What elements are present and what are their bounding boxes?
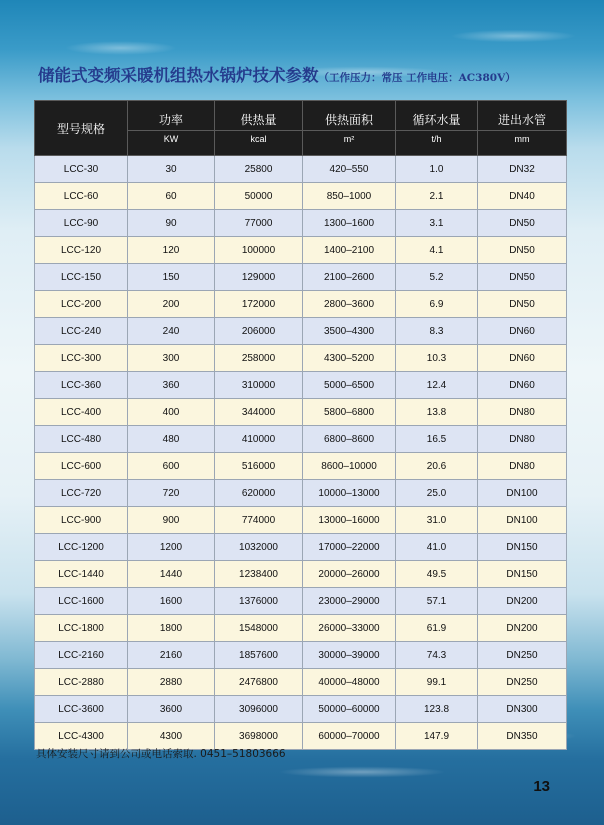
cell-model: LCC-1600 — [35, 588, 128, 615]
cell-power: 150 — [128, 264, 215, 291]
cell-flow: 8.3 — [396, 318, 478, 345]
header-model: 型号规格 — [35, 101, 128, 156]
title-main: 储能式变频采暖机组热水锅炉技术参数 — [38, 66, 319, 85]
cell-power: 600 — [128, 453, 215, 480]
table-row — [35, 426, 567, 453]
cell-flow: 2.1 — [396, 183, 478, 210]
table-row — [35, 210, 567, 237]
cell-flow: 12.4 — [396, 372, 478, 399]
cell-flow: 10.3 — [396, 345, 478, 372]
cell-flow: 49.5 — [396, 561, 478, 588]
cell-flow: 16.5 — [396, 426, 478, 453]
cell-power: 1200 — [128, 534, 215, 561]
cell-flow: 61.9 — [396, 615, 478, 642]
table-row — [35, 534, 567, 561]
cell-heat-output: 410000 — [215, 426, 303, 453]
cell-pipe: DN150 — [478, 534, 567, 561]
header-heating-area: 供热面积 — [303, 101, 396, 131]
cell-pipe: DN100 — [478, 507, 567, 534]
cell-model: LCC-600 — [35, 453, 128, 480]
header-pipe: 进出水管 — [478, 101, 567, 131]
cell-power: 30 — [128, 156, 215, 183]
cell-heat-output: 1238400 — [215, 561, 303, 588]
cell-heating-area: 26000–33000 — [303, 615, 396, 642]
cell-pipe: DN50 — [478, 237, 567, 264]
cell-heating-area: 2100–2600 — [303, 264, 396, 291]
cell-heating-area: 5000–6500 — [303, 372, 396, 399]
cell-power: 1600 — [128, 588, 215, 615]
cell-heat-output: 258000 — [215, 345, 303, 372]
cell-heating-area: 3500–4300 — [303, 318, 396, 345]
cell-power: 900 — [128, 507, 215, 534]
cell-model: LCC-2160 — [35, 642, 128, 669]
cell-model: LCC-150 — [35, 264, 128, 291]
cell-heat-output: 77000 — [215, 210, 303, 237]
cell-heat-output: 1032000 — [215, 534, 303, 561]
cell-power: 4300 — [128, 723, 215, 750]
cell-model: LCC-480 — [35, 426, 128, 453]
cell-model: LCC-60 — [35, 183, 128, 210]
cell-power: 2160 — [128, 642, 215, 669]
table-row — [35, 561, 567, 588]
cell-flow: 5.2 — [396, 264, 478, 291]
cell-model: LCC-30 — [35, 156, 128, 183]
cell-model: LCC-360 — [35, 372, 128, 399]
cell-heating-area: 13000–16000 — [303, 507, 396, 534]
cell-pipe: DN50 — [478, 291, 567, 318]
cell-model: LCC-720 — [35, 480, 128, 507]
cell-heating-area: 60000–70000 — [303, 723, 396, 750]
cell-pipe: DN80 — [478, 426, 567, 453]
cell-flow: 57.1 — [396, 588, 478, 615]
cell-model: LCC-90 — [35, 210, 128, 237]
table-row — [35, 372, 567, 399]
title-subtitle: （工作压力：常压 工作电压：AC380V） — [318, 72, 516, 84]
cell-heating-area: 1400–2100 — [303, 237, 396, 264]
cell-model: LCC-4300 — [35, 723, 128, 750]
cell-flow: 13.8 — [396, 399, 478, 426]
cell-heat-output: 1857600 — [215, 642, 303, 669]
cell-power: 90 — [128, 210, 215, 237]
table-row — [35, 183, 567, 210]
unit-pipe: mm — [478, 131, 567, 156]
table-row — [35, 291, 567, 318]
cell-model: LCC-240 — [35, 318, 128, 345]
cell-flow: 1.0 — [396, 156, 478, 183]
cell-pipe: DN100 — [478, 480, 567, 507]
cell-power: 2880 — [128, 669, 215, 696]
cell-heating-area: 1300–1600 — [303, 210, 396, 237]
cell-heat-output: 2476800 — [215, 669, 303, 696]
unit-flow: t/h — [396, 131, 478, 156]
unit-heat-output: kcal — [215, 131, 303, 156]
cell-flow: 41.0 — [396, 534, 478, 561]
cell-model: LCC-3600 — [35, 696, 128, 723]
cell-heat-output: 1548000 — [215, 615, 303, 642]
table-row — [35, 588, 567, 615]
cell-heating-area: 6800–8600 — [303, 426, 396, 453]
unit-power: KW — [128, 131, 215, 156]
cell-pipe: DN40 — [478, 183, 567, 210]
cell-flow: 123.8 — [396, 696, 478, 723]
cell-model: LCC-200 — [35, 291, 128, 318]
cell-heating-area: 40000–48000 — [303, 669, 396, 696]
cell-heating-area: 2800–3600 — [303, 291, 396, 318]
cell-heating-area: 17000–22000 — [303, 534, 396, 561]
cell-pipe: DN80 — [478, 399, 567, 426]
cell-heat-output: 100000 — [215, 237, 303, 264]
cell-power: 720 — [128, 480, 215, 507]
table-row — [35, 642, 567, 669]
cell-power: 300 — [128, 345, 215, 372]
cell-power: 200 — [128, 291, 215, 318]
cell-heat-output: 25800 — [215, 156, 303, 183]
cell-heat-output: 172000 — [215, 291, 303, 318]
cell-power: 240 — [128, 318, 215, 345]
cell-heating-area: 8600–10000 — [303, 453, 396, 480]
cell-power: 1800 — [128, 615, 215, 642]
cell-pipe: DN50 — [478, 264, 567, 291]
cell-heat-output: 344000 — [215, 399, 303, 426]
table-row — [35, 615, 567, 642]
cell-pipe: DN150 — [478, 561, 567, 588]
cell-heating-area: 20000–26000 — [303, 561, 396, 588]
header-flow: 循环水量 — [396, 101, 478, 131]
page-title — [38, 62, 578, 86]
cell-model: LCC-1440 — [35, 561, 128, 588]
table-row — [35, 156, 567, 183]
spec-table-body — [35, 156, 567, 750]
cell-pipe: DN60 — [478, 372, 567, 399]
cell-pipe: DN200 — [478, 588, 567, 615]
cell-heat-output: 310000 — [215, 372, 303, 399]
cell-power: 480 — [128, 426, 215, 453]
table-row — [35, 669, 567, 696]
cell-heat-output: 3698000 — [215, 723, 303, 750]
cell-model: LCC-1200 — [35, 534, 128, 561]
cell-pipe: DN350 — [478, 723, 567, 750]
cell-pipe: DN300 — [478, 696, 567, 723]
cell-flow: 147.9 — [396, 723, 478, 750]
cell-flow: 31.0 — [396, 507, 478, 534]
cell-heat-output: 3096000 — [215, 696, 303, 723]
table-row — [35, 345, 567, 372]
cell-power: 60 — [128, 183, 215, 210]
table-row — [35, 237, 567, 264]
cell-heat-output: 206000 — [215, 318, 303, 345]
cell-flow: 6.9 — [396, 291, 478, 318]
cell-heat-output: 774000 — [215, 507, 303, 534]
cell-model: LCC-1800 — [35, 615, 128, 642]
cell-model: LCC-900 — [35, 507, 128, 534]
cell-heating-area: 5800–6800 — [303, 399, 396, 426]
spec-table-header — [35, 101, 567, 156]
cell-pipe: DN200 — [478, 615, 567, 642]
cell-pipe: DN80 — [478, 453, 567, 480]
cell-flow: 20.6 — [396, 453, 478, 480]
cell-power: 120 — [128, 237, 215, 264]
header-power: 功率 — [128, 101, 215, 131]
cell-flow: 99.1 — [396, 669, 478, 696]
spec-table — [34, 100, 567, 750]
cell-pipe: DN60 — [478, 318, 567, 345]
cell-power: 360 — [128, 372, 215, 399]
cell-model: LCC-2880 — [35, 669, 128, 696]
cell-heating-area: 23000–29000 — [303, 588, 396, 615]
cell-heat-output: 1376000 — [215, 588, 303, 615]
cell-pipe: DN60 — [478, 345, 567, 372]
cell-model: LCC-120 — [35, 237, 128, 264]
cell-model: LCC-300 — [35, 345, 128, 372]
table-row — [35, 507, 567, 534]
cell-pipe: DN250 — [478, 669, 567, 696]
cell-power: 3600 — [128, 696, 215, 723]
cell-heating-area: 420–550 — [303, 156, 396, 183]
cell-heating-area: 50000–60000 — [303, 696, 396, 723]
cell-heat-output: 516000 — [215, 453, 303, 480]
cell-heating-area: 10000–13000 — [303, 480, 396, 507]
table-row — [35, 480, 567, 507]
table-row — [35, 399, 567, 426]
cell-flow: 74.3 — [396, 642, 478, 669]
cell-power: 1440 — [128, 561, 215, 588]
table-row — [35, 318, 567, 345]
table-row — [35, 453, 567, 480]
cell-pipe: DN32 — [478, 156, 567, 183]
cell-flow: 4.1 — [396, 237, 478, 264]
cell-heating-area: 30000–39000 — [303, 642, 396, 669]
cell-model: LCC-400 — [35, 399, 128, 426]
table-row — [35, 264, 567, 291]
cell-heating-area: 850–1000 — [303, 183, 396, 210]
cell-pipe: DN50 — [478, 210, 567, 237]
cell-power: 400 — [128, 399, 215, 426]
unit-heating-area: m² — [303, 131, 396, 156]
cell-heating-area: 4300–5200 — [303, 345, 396, 372]
cell-heat-output: 129000 — [215, 264, 303, 291]
cell-pipe: DN250 — [478, 642, 567, 669]
cell-heat-output: 620000 — [215, 480, 303, 507]
cell-flow: 25.0 — [396, 480, 478, 507]
table-row — [35, 696, 567, 723]
cell-heat-output: 50000 — [215, 183, 303, 210]
header-heat-output: 供热量 — [215, 101, 303, 131]
cell-flow: 3.1 — [396, 210, 478, 237]
page-number: 13 — [533, 778, 550, 795]
contact-footnote: 具体安装尺寸请到公司或电话索取. 0451–51803666 — [36, 748, 286, 760]
